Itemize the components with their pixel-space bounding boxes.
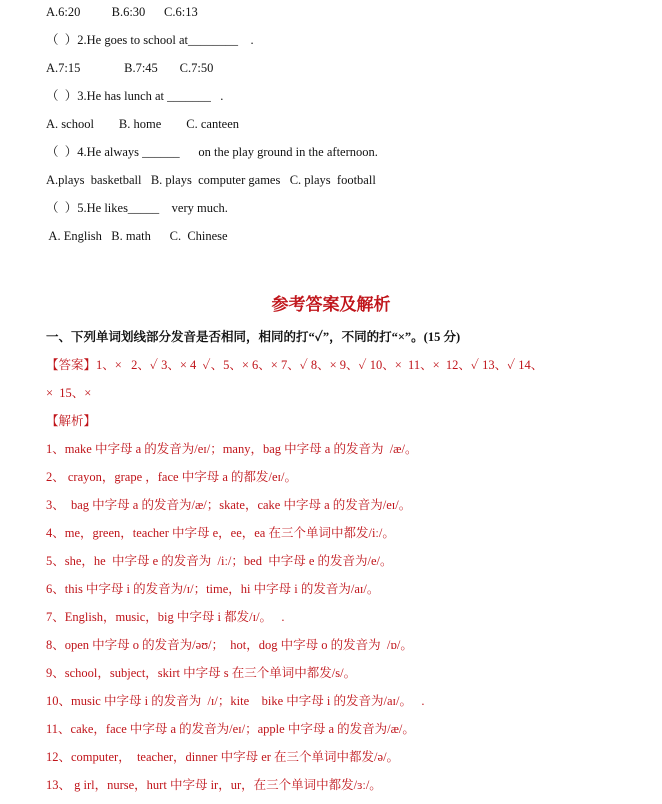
q2-options: A.7:15 B.7:45 C.7:50 <box>46 61 214 75</box>
q1-options: A.6:20 B.6:30 C.6:13 <box>46 5 198 19</box>
explanation-2: 2、 crayon，grape ，face 中字母 a 的都发/eɪ/。 <box>46 470 297 484</box>
explanation-11: 11、cake，face 中字母 a 的发音为/eɪ/；apple 中字母 a 的发音为/æ/。 <box>46 722 415 736</box>
explanation-5: 5、she，he 中字母 e 的发音为 /iː/；bed 中字母 e 的发音为/e/。 <box>46 554 393 568</box>
question-3: （ ）3.He has lunch at _______ . <box>46 89 224 103</box>
question-5: （ ）5.He likes_____ very much. <box>46 201 228 215</box>
q3-options: A. school B. home C. canteen <box>46 117 240 131</box>
q5-options: A. English B. math C. Chinese <box>46 229 228 243</box>
question-4: （ ）4.He always ______ on the play ground in the afternoon. <box>46 145 378 159</box>
q4-options: A.plays basketball B. plays computer games C. plays football <box>46 173 376 187</box>
explanation-13: 13、 g irl，nurse，hurt 中字母 ir，ur，在三个单词中都发/ɜː/。 <box>46 778 382 792</box>
explanation-7: 7、English，music，big 中字母 i 都发/ɪ/。 . <box>46 610 285 624</box>
explanation-12: 12、computer， teacher，dinner 中字母 er 在三个单词中都发/ə/。 <box>46 750 400 764</box>
question-2: （ ）2.He goes to school at________ . <box>46 33 254 47</box>
analysis-label: 【解析】 <box>46 414 97 428</box>
answers-line-2: × 15、× <box>46 386 92 400</box>
explanation-6: 6、this 中字母 i 的发音为/ɪ/；time，hi 中字母 i 的发音为/aɪ/。 <box>46 582 380 596</box>
answers-line-1: 【答案】1、× 2、✓ 3、× 4 ✓、5、× 6、× 7、✓ 8、× 9、✓ 10、× 11、× 12、✓ 13、✓ 14、 <box>46 358 544 372</box>
explanation-4: 4、me，green，teacher 中字母 e，ee，ea 在三个单词中都发/iː/。 <box>46 526 395 540</box>
section-1-heading: 一、下列单词划线部分发音是否相同，相同的打“✓”，不同的打“×”。(15 分) <box>46 330 461 344</box>
explanation-1: 1、make 中字母 a 的发音为/eɪ/；many，bag 中字母 a 的发音为 /æ/。 <box>46 442 418 456</box>
explanation-8: 8、open 中字母 o 的发音为/əʊ/； hot，dog 中字母 o 的发音为 /ɒ/。 <box>46 638 413 652</box>
answer-key-title: 参考答案及解析 <box>271 295 391 315</box>
explanation-3: 3、 bag 中字母 a 的发音为/æ/；skate，cake 中字母 a 的发音为/eɪ/。 <box>46 498 412 512</box>
explanation-9: 9、school，subject，skirt 中字母 s 在三个单词中都发/s/。 <box>46 666 357 680</box>
explanation-10: 10、music 中字母 i 的发音为 /ɪ/；kite bike 中字母 i 的发音为/aɪ/。 . <box>46 694 425 708</box>
